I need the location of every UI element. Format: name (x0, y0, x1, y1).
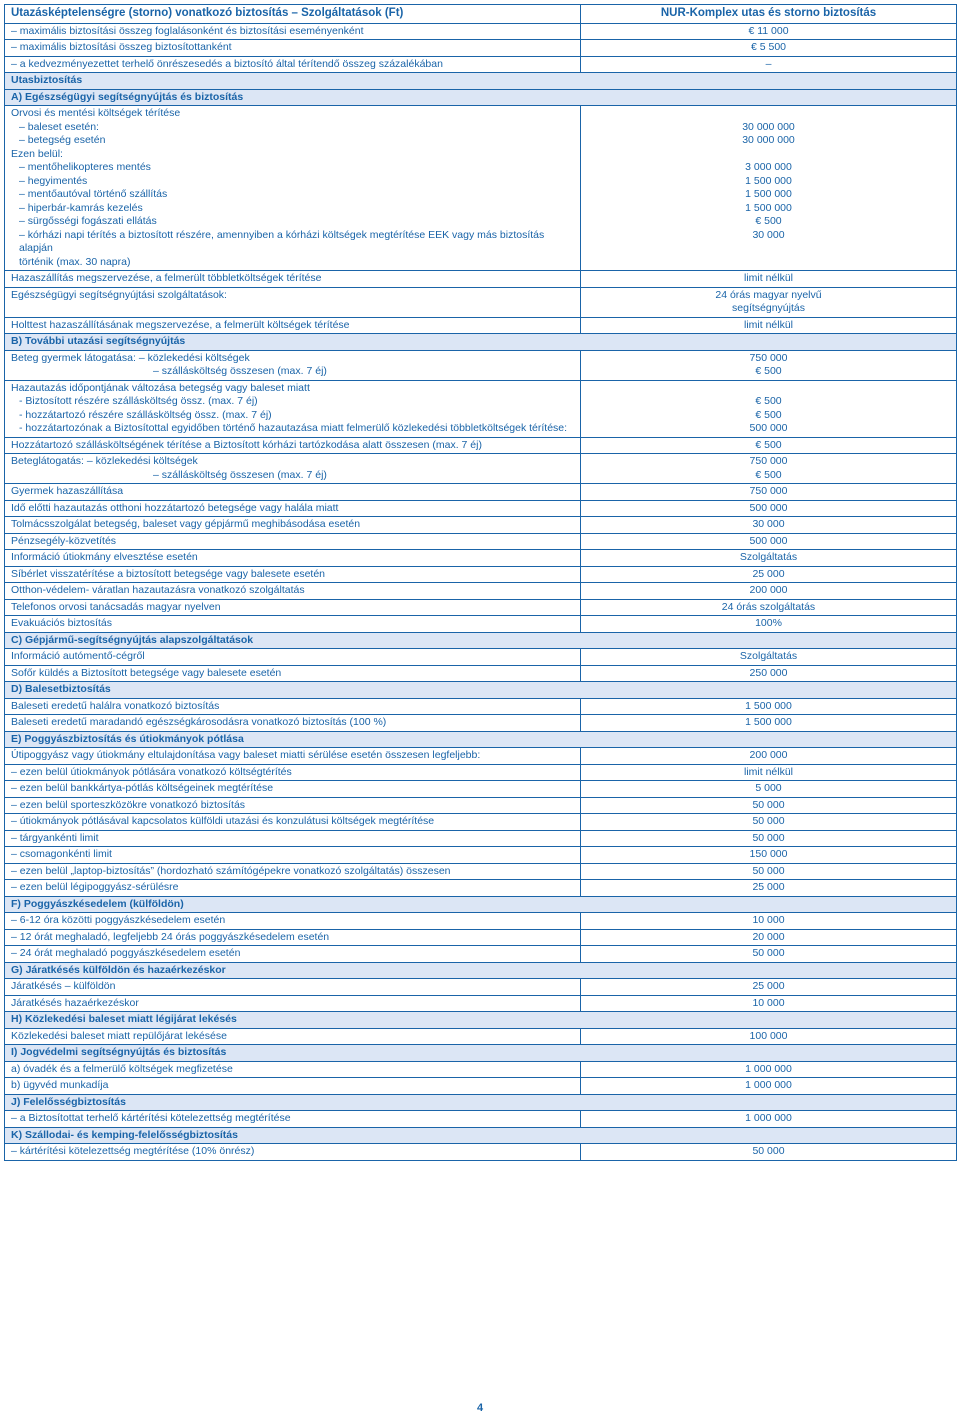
row-label-cell (5, 880, 581, 897)
table-row (5, 880, 957, 897)
table-row (5, 929, 957, 946)
row-value: 50 000 (752, 815, 785, 827)
row-label: Hazautazás időpontjának változása betegség vagy baleset miatt (11, 381, 310, 394)
page-number: 4 (476, 1402, 484, 1414)
table-row (5, 106, 957, 271)
row-value: 1 500 000 (745, 201, 792, 214)
row-label: történik (max. 30 napra) (19, 255, 131, 268)
row-label: – 24 órát meghaladó poggyászkésedelem esetén (11, 947, 241, 959)
table-row (5, 995, 957, 1012)
row-label: Hozzátartozó szállásköltségének térítése a Biztosított kórházi tartózkodása alatt összesen (max. 7 éj) (11, 438, 482, 451)
table-row (5, 649, 957, 666)
row-value: € 500 (755, 438, 782, 451)
row-label-cell (5, 1078, 581, 1095)
row-value-cell (581, 500, 957, 517)
row-value: € 500 (755, 395, 782, 407)
row-label: Evakuációs biztosítás (11, 617, 112, 629)
row-value: 1 500 000 (745, 716, 792, 728)
row-label: Baleseti eredetű maradandó egészségkárosodásra vonatkozó biztosítás (100 %) (11, 716, 387, 728)
row-value: 10 000 (752, 914, 785, 926)
row-value-cell (581, 271, 957, 288)
row-value (587, 148, 950, 162)
row-label: – 6-12 óra közötti poggyászkésedelem esetén (11, 914, 226, 926)
row-label-cell (5, 649, 581, 666)
row-label-cell (5, 830, 581, 847)
table-row (5, 533, 957, 550)
row-label: Közlekedési baleset miatt repülőjárat lekésése (11, 1029, 227, 1042)
row-label-cell (5, 317, 581, 334)
row-label-cell (5, 40, 581, 57)
row-value: 1 500 000 (745, 699, 792, 712)
table-row (5, 616, 957, 633)
row-label: – ezen belül sporteszközökre vonatkozó biztosítás (11, 798, 246, 811)
table-row (5, 665, 957, 682)
row-value-cell (581, 880, 957, 897)
row-value (587, 382, 950, 396)
table-row (5, 764, 957, 781)
section-header (5, 962, 957, 979)
row-value: 1 000 000 (745, 1079, 792, 1091)
row-label-cell (5, 287, 581, 317)
row-value: 10 000 (752, 996, 785, 1009)
row-value-cell (581, 106, 957, 271)
row-value: 500 000 (749, 501, 788, 514)
section-header (5, 73, 957, 90)
row-label: Ezen belül: (11, 147, 63, 160)
row-label: Gyermek hazaszállítása (11, 485, 124, 497)
row-label: b) ügyvéd munkadíja (11, 1079, 109, 1091)
table-row (5, 437, 957, 454)
row-value-cell (581, 715, 957, 732)
table-row (5, 698, 957, 715)
row-value: 30 000 000 (742, 134, 795, 146)
table-row (5, 847, 957, 864)
table-row (5, 583, 957, 600)
table-body (5, 23, 957, 1160)
table-row (5, 566, 957, 583)
section-label: F) Poggyászkésedelem (külföldön) (5, 896, 957, 913)
table-row (5, 271, 957, 288)
table-row (5, 979, 957, 996)
row-value: 25 000 (752, 980, 785, 992)
table-row (5, 350, 957, 380)
row-value: 24 órás magyar nyelvű (715, 288, 822, 301)
row-value-cell (581, 814, 957, 831)
row-value: 25 000 (752, 881, 785, 893)
row-value-cell (581, 863, 957, 880)
row-value: 30 000 (752, 518, 785, 530)
row-value-cell (581, 616, 957, 633)
row-label: Pénzsegély-közvetítés (11, 534, 117, 547)
row-label-cell (5, 454, 581, 484)
row-value-cell (581, 781, 957, 798)
row-label-cell (5, 380, 581, 437)
row-value: 500 000 (749, 422, 788, 434)
row-value-cell (581, 599, 957, 616)
row-value: 200 000 (749, 584, 788, 596)
row-value: 20 000 (752, 930, 785, 943)
section-label: B) További utazási segítségnyújtás (5, 334, 957, 351)
row-label-cell (5, 748, 581, 765)
row-value-cell (581, 1028, 957, 1045)
section-header (5, 682, 957, 699)
row-label-cell (5, 995, 581, 1012)
section-label: I) Jogvédelmi segítségnyújtás és biztosítás (5, 1045, 957, 1062)
row-label: – baleset esetén: (19, 120, 99, 133)
row-value-cell (581, 550, 957, 567)
row-label: – sürgősségi fogászati ellátás (19, 215, 157, 227)
row-label-cell (5, 599, 581, 616)
row-label-cell (5, 350, 581, 380)
row-value: 5 000 (755, 782, 782, 794)
row-value: 50 000 (752, 798, 785, 811)
benefits-table (4, 4, 957, 1161)
row-value-cell (581, 847, 957, 864)
row-value: segítségnyújtás (732, 302, 805, 314)
row-label: – ezen belül útiokmányok pótlására vonatkozó költségtérítés (11, 765, 292, 778)
row-value: 1 000 000 (745, 1062, 792, 1075)
table-row (5, 287, 957, 317)
row-value-cell (581, 484, 957, 501)
row-value: 750 000 (749, 351, 788, 364)
row-value: 30 000 000 (742, 120, 795, 133)
section-header (5, 1094, 957, 1111)
row-value: 50 000 (752, 864, 785, 877)
row-value: limit nélkül (743, 272, 793, 284)
row-value-cell (581, 665, 957, 682)
row-label-cell (5, 946, 581, 963)
table-row (5, 814, 957, 831)
section-label: J) Felelősségbiztosítás (5, 1094, 957, 1111)
row-label: – tárgyankénti limit (11, 831, 99, 844)
section-header (5, 1127, 957, 1144)
row-value-cell (581, 23, 957, 40)
table-row (5, 830, 957, 847)
row-label: Orvosi és mentési költségek térítése (11, 107, 181, 119)
row-label: – kártérítési kötelezettség megtérítése (10% önrész) (11, 1145, 255, 1157)
row-label: Járatkésés – külföldön (11, 980, 116, 992)
row-value-cell (581, 946, 957, 963)
section-header (5, 89, 957, 106)
section-label: A) Egészségügyi segítségnyújtás és biztosítás (5, 89, 957, 106)
section-label: Utasbiztosítás (5, 73, 957, 90)
row-value: € 11 000 (748, 24, 789, 37)
row-value: € 5 500 (750, 41, 787, 53)
table-row (5, 1028, 957, 1045)
section-label: D) Balesetbiztosítás (5, 682, 957, 699)
row-value: limit nélkül (743, 318, 793, 331)
table-row (5, 380, 957, 437)
row-value: Szolgáltatás (739, 650, 798, 662)
row-value: 500 000 (749, 534, 788, 547)
row-label: – útiokmányok pótlásával kapcsolatos külföldi utazási és konzulátusi költségek megtérítése (11, 815, 435, 827)
table-row (5, 599, 957, 616)
section-header (5, 334, 957, 351)
row-label: – hegyimentés (19, 174, 88, 187)
section-header (5, 632, 957, 649)
row-label-cell (5, 500, 581, 517)
row-label-cell (5, 847, 581, 864)
row-label-cell (5, 550, 581, 567)
row-label-cell (5, 929, 581, 946)
row-label: Baleseti eredetű halálra vonatkozó biztosítás (11, 699, 220, 712)
row-label-cell (5, 913, 581, 930)
row-value: 1 000 000 (745, 1112, 792, 1124)
section-label: E) Poggyászbiztosítás és útiokmányok pótlása (5, 731, 957, 748)
table-row (5, 317, 957, 334)
row-label-cell (5, 698, 581, 715)
row-label-cell (5, 271, 581, 288)
row-value: 50 000 (752, 831, 785, 844)
section-label: C) Gépjármű-segítségnyújtás alapszolgáltatások (5, 632, 957, 649)
table-row (5, 40, 957, 57)
section-label: H) Közlekedési baleset miatt légijárat lekésés (5, 1012, 957, 1029)
row-value: € 500 (755, 408, 782, 421)
row-value-cell (581, 533, 957, 550)
row-value-cell (581, 40, 957, 57)
row-label-cell (5, 715, 581, 732)
row-label: – kórházi napi térítés a biztosított részére, amennyiben a kórházi költségek megtérítése EEK vagy más biztosítás alapján (19, 228, 545, 254)
row-label: Tolmácsszolgálat betegség, baleset vagy gépjármű meghibásodása esetén (11, 518, 361, 530)
row-label: Sofőr küldés a Biztosított betegsége vagy balesete esetén (11, 666, 282, 679)
row-value: 50 000 (752, 1145, 785, 1157)
row-value: Szolgáltatás (739, 551, 798, 563)
table-row (5, 946, 957, 963)
row-value: 50 000 (752, 947, 785, 959)
row-value-cell (581, 979, 957, 996)
row-label-cell (5, 979, 581, 996)
table-row (5, 781, 957, 798)
table-row (5, 484, 957, 501)
row-value: 750 000 (749, 455, 788, 467)
row-label-cell (5, 863, 581, 880)
row-label-cell (5, 23, 581, 40)
row-value: 200 000 (749, 749, 788, 761)
row-label: – szállásköltség összesen (max. 7 éj) (153, 365, 327, 377)
row-value-cell (581, 1144, 957, 1161)
table-header-row (5, 5, 957, 24)
row-value-cell (581, 1078, 957, 1095)
table-row (5, 517, 957, 534)
table-row (5, 23, 957, 40)
row-value-cell (581, 517, 957, 534)
section-label: G) Járatkésés külföldön és hazaérkezéskor (5, 962, 957, 979)
row-label: Útipoggyász vagy útiokmány eltulajdonítása vagy baleset miatti sérülése esetén összesen legfeljebb: (11, 749, 481, 761)
table-row (5, 500, 957, 517)
row-label: Hazaszállítás megszervezése, a felmerült többletköltségek térítése (11, 272, 322, 284)
row-value-cell (581, 929, 957, 946)
section-label: K) Szállodai- és kemping-felelősségbiztosítás (5, 1127, 957, 1144)
row-value-cell (581, 797, 957, 814)
row-value-cell (581, 1111, 957, 1128)
row-label: – mentőautóval történő szállítás (19, 188, 168, 200)
row-value-cell (581, 913, 957, 930)
row-value-cell (581, 583, 957, 600)
row-label-cell (5, 781, 581, 798)
row-value-cell (581, 454, 957, 484)
row-label: Információ autómentő-cégről (11, 650, 145, 662)
section-header (5, 896, 957, 913)
row-value-cell (581, 649, 957, 666)
row-label-cell (5, 56, 581, 73)
row-label: – a Biztosítottat terhelő kártérítési kötelezettség megtérítése (11, 1112, 291, 1124)
table-row (5, 1144, 957, 1161)
row-value: 750 000 (749, 485, 788, 497)
row-label-cell (5, 106, 581, 271)
row-value-cell (581, 995, 957, 1012)
row-label-cell (5, 797, 581, 814)
row-value-cell (581, 1061, 957, 1078)
row-value: € 500 (755, 215, 782, 227)
row-label-cell (5, 665, 581, 682)
table-row (5, 550, 957, 567)
row-label-cell (5, 764, 581, 781)
table-row (5, 454, 957, 484)
section-header (5, 1045, 957, 1062)
table-row (5, 797, 957, 814)
table-row (5, 1061, 957, 1078)
row-value: 250 000 (749, 666, 788, 679)
table-row (5, 748, 957, 765)
row-label: Otthon-védelem- váratlan hazautazásra vonatkozó szolgáltatás (11, 584, 305, 596)
row-label: – csomagonkénti limit (11, 848, 112, 860)
row-value: 30 000 (752, 228, 785, 241)
table-row (5, 913, 957, 930)
row-value: 100 000 (749, 1029, 788, 1042)
row-value: limit nélkül (743, 765, 793, 778)
row-label-cell (5, 814, 581, 831)
row-value: – (765, 57, 772, 70)
row-value-cell (581, 317, 957, 334)
row-value-cell (581, 437, 957, 454)
section-header (5, 731, 957, 748)
table-row (5, 863, 957, 880)
row-value: 24 órás szolgáltatás (721, 600, 816, 613)
row-value: € 500 (755, 365, 782, 377)
row-value: 1 500 000 (745, 188, 792, 200)
row-value: 1 500 000 (745, 174, 792, 187)
row-value: 25 000 (752, 567, 785, 580)
row-label: Holttest hazaszállításának megszervezése, a felmerült költségek térítése (11, 318, 350, 331)
header-left: Utazásképtelenségre (storno) vonatkozó biztosítás – Szolgáltatások (Ft) (5, 5, 581, 24)
row-value-cell (581, 56, 957, 73)
row-label: Információ útiokmány elvesztése esetén (11, 551, 198, 563)
row-label: – hiperbár-kamrás kezelés (19, 201, 143, 214)
header-right: NUR-Komplex utas és storno biztosítás (581, 5, 957, 24)
row-label: – maximális biztosítási összeg biztosítottanként (11, 41, 232, 53)
row-label-cell (5, 484, 581, 501)
row-value-cell (581, 748, 957, 765)
table-row (5, 1111, 957, 1128)
row-label: a) óvadék és a felmerülő költségek megfizetése (11, 1062, 233, 1075)
row-label: Járatkésés hazaérkezéskor (11, 996, 139, 1009)
row-value: 100% (755, 617, 782, 629)
row-value (587, 242, 950, 256)
row-value: € 500 (755, 468, 782, 481)
row-label-cell (5, 1144, 581, 1161)
table-row (5, 56, 957, 73)
row-label-cell (5, 437, 581, 454)
row-value: 150 000 (749, 848, 788, 860)
row-label: - hozzátartozónak a Biztosítottal egyidőben történő hazautazása miatt felmerülő közlekedési többletköltségek térítése: (19, 422, 568, 434)
row-label: Síbérlet visszatérítése a biztosított betegsége vagy balesete esetén (11, 567, 326, 580)
table-row (5, 715, 957, 732)
row-label: – a kedvezményezettet terhelő önrészesedés a biztosító által térítendő összeg százalékában (11, 57, 443, 70)
row-value-cell (581, 830, 957, 847)
row-label-cell (5, 517, 581, 534)
row-label-cell (5, 1061, 581, 1078)
row-label: Egészségügyi segítségnyújtási szolgáltatások: (11, 288, 227, 301)
row-value-cell (581, 380, 957, 437)
row-value: 3 000 000 (745, 161, 792, 173)
row-label: - Biztosított részére szállásköltség össz. (max. 7 éj) (19, 395, 258, 407)
row-value-cell (581, 566, 957, 583)
row-value-cell (581, 764, 957, 781)
row-label: Idő előtti hazautazás otthoni hozzátartozó betegsége vagy halála miatt (11, 501, 339, 514)
row-label-cell (5, 566, 581, 583)
row-label: – ezen belül bankkártya-pótlás költségeinek megtérítése (11, 782, 274, 794)
row-label-cell (5, 533, 581, 550)
row-label-cell (5, 583, 581, 600)
row-label: Telefonos orvosi tanácsadás magyar nyelven (11, 600, 221, 613)
row-value-cell (581, 287, 957, 317)
row-label-cell (5, 616, 581, 633)
row-label: – mentőhelikopteres mentés (19, 161, 151, 173)
section-header (5, 1012, 957, 1029)
row-value (587, 107, 950, 121)
row-label: – maximális biztosítási összeg foglalásonként és biztosítási eseményenként (11, 24, 364, 37)
row-label-cell (5, 1111, 581, 1128)
row-label: - hozzátartozó részére szállásköltség össz. (max. 7 éj) (19, 408, 272, 421)
row-label: – 12 órát meghaladó, legfeljebb 24 órás poggyászkésedelem esetén (11, 930, 330, 943)
row-label: Beteglátogatás: – közlekedési költségek (11, 455, 198, 467)
row-label: – ezen belül légipoggyász-sérülésre (11, 881, 179, 893)
row-label-cell (5, 1028, 581, 1045)
row-label: Beteg gyermek látogatása: – közlekedési költségek (11, 351, 250, 364)
row-value-cell (581, 698, 957, 715)
row-label: – szállásköltség összesen (max. 7 éj) (153, 468, 327, 481)
row-label: – ezen belül „laptop-biztosítás” (hordozható számítógépekre vonatkozó szolgáltatás) összesen (11, 864, 451, 877)
table-row (5, 1078, 957, 1095)
row-value-cell (581, 350, 957, 380)
row-label: – betegség esetén (19, 134, 106, 146)
